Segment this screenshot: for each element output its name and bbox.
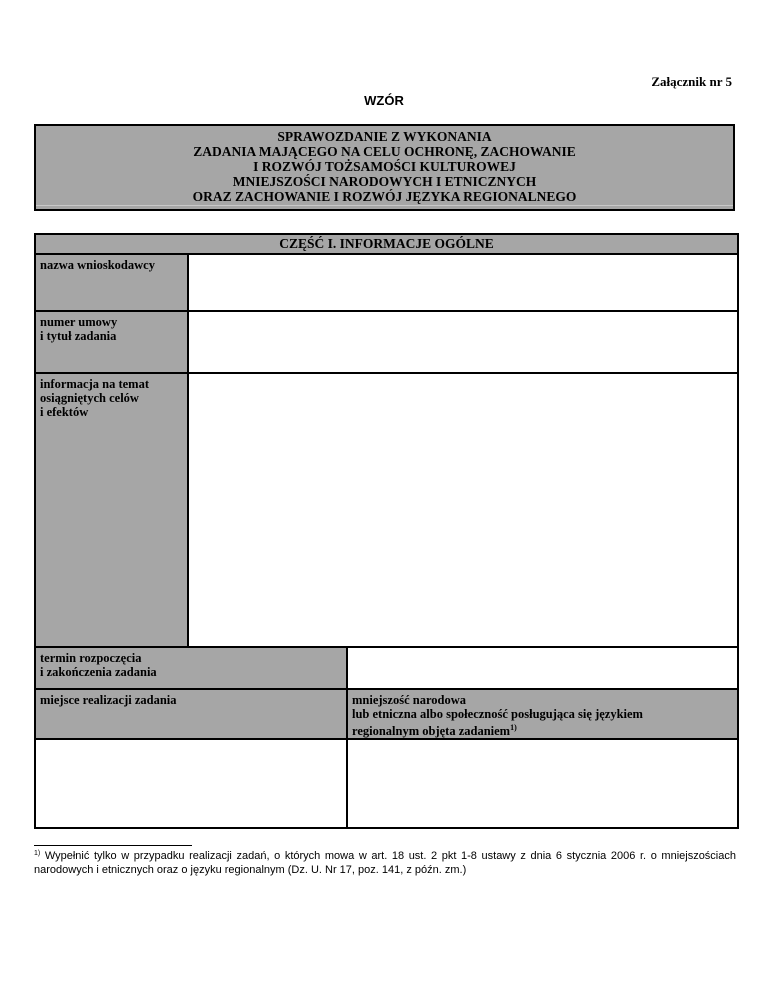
minority-field[interactable]: [348, 740, 737, 827]
footnote: [34, 849, 736, 877]
title-line-2: ZADANIA MAJĄCEGO NA CELU OCHRONĘ, ZACHOWANIE: [193, 144, 576, 159]
section-title: CZĘŚĆ I. INFORMACJE OGÓLNE: [36, 235, 737, 253]
footnote-marker: 1): [34, 850, 41, 857]
applicant-name-label: [36, 255, 187, 310]
template-label: WZÓR: [364, 93, 404, 108]
location-field[interactable]: [36, 740, 346, 827]
title-line-5: ORAZ ZACHOWANIE I ROZWÓJ JĘZYKA REGIONALNEGO: [192, 189, 577, 204]
minority-label-line-2: lub etniczna albo społeczność posługująca się językiem: [352, 707, 643, 721]
dates-field[interactable]: [348, 648, 737, 688]
minority-label: [348, 690, 737, 738]
contract-field[interactable]: [189, 312, 737, 372]
goals-label: [36, 374, 187, 646]
minority-label-line-1: mniejszość narodowa: [352, 693, 467, 707]
title-line-3: I ROZWÓJ TOŻSAMOŚCI KULTUROWEJ: [253, 159, 516, 174]
grid-line: [36, 372, 737, 374]
dates-label: [36, 648, 346, 688]
contract-label-line-1: numer umowy: [40, 315, 118, 329]
minority-footnote-ref: 1): [510, 723, 517, 732]
location-label-text: miejsce realizacji zadania: [40, 693, 177, 707]
goals-field[interactable]: [189, 374, 737, 646]
footnote-separator: [34, 845, 192, 846]
location-label: [36, 690, 346, 738]
contract-label-line-2: i tytuł zadania: [40, 329, 117, 343]
applicant-name-field[interactable]: [189, 255, 737, 310]
grid-line: [36, 688, 737, 690]
title-line-1: SPRAWOZDANIE Z WYKONANIA: [277, 129, 492, 144]
footnote-text: Wypełnić tylko w przypadku realizacji zadań, o których mowa w art. 18 ust. 2 pkt 1-8 ustawy z dnia 6 stycznia 2006 r. o mniejszościach narodowych i etnicznych oraz o języku regionalnym (Dz. U. Nr 17, poz. 141, z późn. zm.): [34, 850, 736, 876]
goals-label-line-1: informacja na temat: [40, 377, 149, 391]
grid-line: [36, 310, 737, 312]
minority-label-line-3: [352, 721, 733, 738]
annex-label: Załącznik nr 5: [651, 74, 732, 89]
minority-label-line-3-text: regionalnym objęta zadaniem: [352, 724, 511, 739]
grid-line: [346, 646, 348, 827]
grid-line: [187, 253, 189, 648]
dates-label-line-2: i zakończenia zadania: [40, 665, 157, 679]
grid-line: [36, 646, 737, 648]
contract-label: [36, 312, 187, 372]
goals-label-line-2: osiągniętych celów: [40, 391, 139, 405]
applicant-name-label-text: nazwa wnioskodawcy: [40, 258, 155, 272]
report-title-box: [34, 124, 735, 211]
grid-line: [36, 738, 737, 740]
grid-line: [36, 253, 737, 255]
title-line-4: MNIEJSZOŚCI NARODOWYCH I ETNICZNYCH: [232, 174, 537, 189]
goals-label-line-3: i efektów: [40, 405, 89, 419]
general-info-form: [34, 233, 739, 829]
dates-label-line-1: termin rozpoczęcia: [40, 651, 142, 665]
title-underline: [36, 205, 733, 206]
